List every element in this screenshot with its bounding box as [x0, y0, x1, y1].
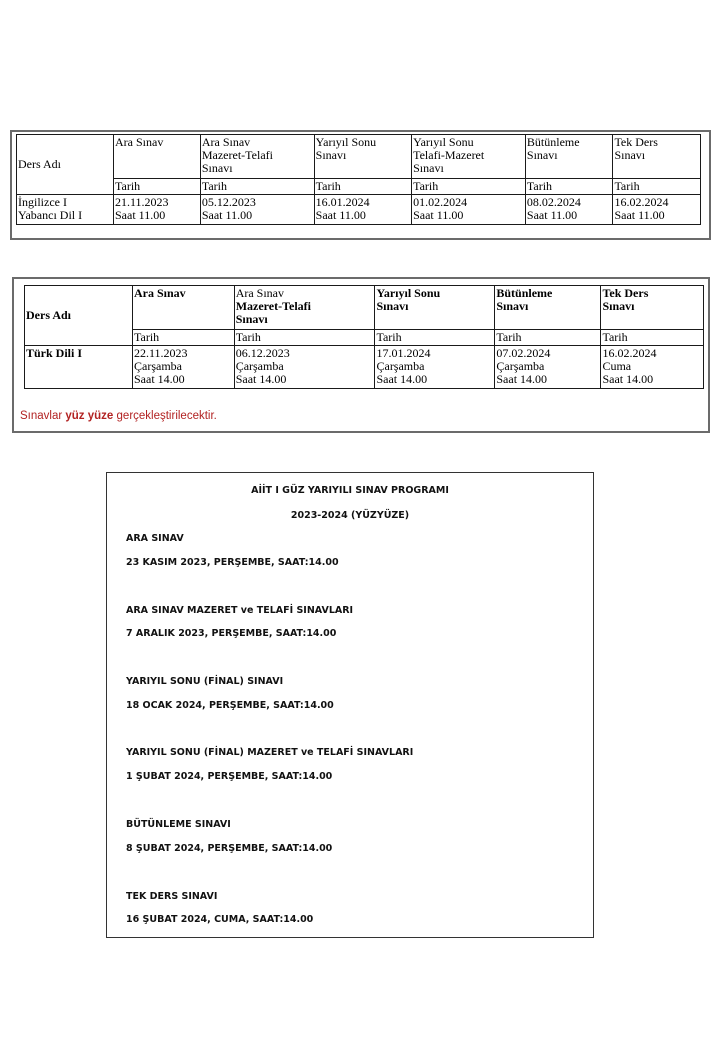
exam-day: Cuma [602, 359, 632, 373]
exam-date-cell [613, 195, 701, 225]
course-name-line: İngilizce I [18, 195, 67, 209]
exam-schedule-table-turkish [24, 285, 704, 389]
exam-date-cell [412, 195, 526, 225]
table-header-row [25, 286, 704, 330]
exam-day: Çarşamba [134, 359, 182, 373]
exam-date: 16.01.2024 [315, 195, 370, 209]
exam-date: 07.02.2024 [496, 346, 551, 360]
exam-header-resit [525, 135, 613, 179]
header-line: Sınavı [496, 299, 529, 313]
exam-date: 05.12.2023 [201, 195, 256, 209]
program-item-label: YARIYIL SONU (FİNAL) MAZERET ve TELAFİ SINAVLARI [126, 747, 414, 758]
header-line: Telafi-Mazeret [413, 148, 485, 162]
exam-time: Saat 11.00 [614, 208, 665, 222]
exam-date-cell [601, 346, 704, 389]
exam-date-cell [133, 346, 235, 389]
date-subheader: Tarih [525, 179, 613, 195]
table-row [25, 346, 704, 389]
date-subheader: Tarih [375, 330, 495, 346]
exam-schedule-panel-turkish [12, 277, 710, 433]
exam-date: 08.02.2024 [526, 195, 581, 209]
exam-schedule-panel-english [10, 130, 711, 240]
header-line: Sınavı [413, 161, 444, 175]
exam-time: Saat 14.00 [376, 372, 428, 386]
header-line: Yarıyıl Sonu [315, 135, 377, 149]
header-line: Yarıyıl Sonu [376, 286, 441, 300]
exam-date-cell [525, 195, 613, 225]
header-line: Ara Sınav [235, 286, 285, 300]
exam-day: Çarşamba [376, 359, 425, 373]
program-item-date: 7 ARALIK 2023, PERŞEMBE, SAAT:14.00 [126, 628, 337, 639]
program-item-label: ARA SINAV MAZERET ve TELAFİ SINAVLARI [126, 605, 354, 616]
exam-day: Çarşamba [496, 359, 545, 373]
program-item-date: 23 KASIM 2023, PERŞEMBE, SAAT:14.00 [126, 557, 339, 568]
exam-header-resit [495, 286, 601, 330]
date-subheader: Tarih [200, 179, 314, 195]
header-line: Bütünleme [526, 135, 580, 149]
note-text-after: gerçekleştirilecektir. [113, 410, 217, 422]
program-subtitle: 2023-2024 (YÜZYÜZE) [290, 510, 410, 521]
exam-program-panel [106, 472, 594, 938]
exam-date-cell [200, 195, 314, 225]
exam-time: Saat 11.00 [413, 208, 464, 222]
header-line: Bütünleme [496, 286, 553, 300]
exam-date-cell [314, 195, 411, 225]
header-line: Mazeret-Telafi [201, 148, 273, 162]
exam-schedule-table-english [16, 134, 701, 225]
program-item-label: BÜTÜNLEME SINAVI [126, 819, 231, 830]
date-subheader: Tarih [601, 330, 704, 346]
exam-header-midterm [114, 135, 201, 179]
exam-time: Saat 14.00 [602, 372, 654, 386]
date-subheader: Tarih [133, 330, 235, 346]
table-row [17, 195, 701, 225]
header-line: Sınavı [602, 299, 635, 313]
face-to-face-note [20, 410, 217, 422]
exam-date-cell [375, 346, 495, 389]
program-item-date: 18 OCAK 2024, PERŞEMBE, SAAT:14.00 [126, 700, 334, 711]
exam-header-final [375, 286, 495, 330]
exam-time: Saat 11.00 [115, 208, 166, 222]
header-line: Sınavı [235, 312, 268, 326]
header-line: Ara Sınav [134, 286, 186, 300]
date-subheader: Tarih [314, 179, 411, 195]
header-line: Sınavı [201, 161, 233, 175]
course-name-cell [17, 195, 114, 225]
exam-date-cell [114, 195, 201, 225]
exam-header-midterm-makeup [200, 135, 314, 179]
exam-date: 17.01.2024 [376, 346, 431, 360]
header-line: Sınavı [526, 148, 558, 162]
exam-time: Saat 14.00 [235, 372, 287, 386]
table-subheader-row [17, 179, 701, 195]
header-line: Ara Sınav [201, 135, 251, 149]
exam-date-cell [495, 346, 601, 389]
program-item-label: YARIYIL SONU (FİNAL) SINAVI [126, 676, 284, 687]
exam-date: 06.12.2023 [235, 346, 290, 360]
exam-header-midterm-makeup [234, 286, 375, 330]
exam-date-cell [234, 346, 375, 389]
exam-header-midterm [133, 286, 235, 330]
exam-date: 01.02.2024 [413, 195, 468, 209]
exam-day: Çarşamba [235, 359, 284, 373]
program-item-date: 1 ŞUBAT 2024, PERŞEMBE, SAAT:14.00 [126, 771, 333, 782]
date-subheader: Tarih [412, 179, 526, 195]
exam-header-single-course [613, 135, 701, 179]
course-name-header: Ders Adı [25, 286, 133, 346]
exam-time: Saat 14.00 [496, 372, 548, 386]
exam-header-final [314, 135, 411, 179]
exam-header-single-course [601, 286, 704, 330]
header-line: Mazeret-Telafi [235, 299, 311, 313]
exam-time: Saat 11.00 [526, 208, 578, 222]
exam-time: Saat 11.00 [201, 208, 253, 222]
exam-date: 16.02.2024 [602, 346, 657, 360]
course-name-line: Yabancı Dil I [18, 208, 83, 222]
program-title: AİİT I GÜZ YARIYILI SINAV PROGRAMI [251, 485, 449, 496]
exam-time: Saat 14.00 [134, 372, 185, 386]
program-item-date: 16 ŞUBAT 2024, CUMA, SAAT:14.00 [126, 914, 314, 925]
table-header-row [17, 135, 701, 179]
exam-date: 22.11.2023 [134, 346, 188, 360]
course-name-cell: Türk Dili I [25, 346, 133, 389]
exam-date: 21.11.2023 [115, 195, 169, 209]
course-name-header: Ders Adı [17, 135, 114, 195]
program-item-date: 8 ŞUBAT 2024, PERŞEMBE, SAAT:14.00 [126, 843, 333, 854]
exam-time: Saat 11.00 [315, 208, 366, 222]
note-text-before: Sınavlar [20, 410, 66, 422]
header-line: Tek Ders [602, 286, 649, 300]
exam-header-final-makeup [412, 135, 526, 179]
header-line: Tek Ders [614, 135, 658, 149]
date-subheader: Tarih [234, 330, 375, 346]
note-text-bold: yüz yüze [65, 410, 114, 422]
date-subheader: Tarih [114, 179, 201, 195]
header-line: Sınavı [315, 148, 347, 162]
program-item-label: TEK DERS SINAVI [126, 891, 218, 902]
exam-date: 16.02.2024 [614, 195, 669, 209]
date-subheader: Tarih [495, 330, 601, 346]
program-item-label: ARA SINAV [126, 533, 184, 544]
header-line: Ara Sınav [115, 135, 164, 149]
header-line: Yarıyıl Sonu [413, 135, 474, 149]
header-line: Sınavı [614, 148, 646, 162]
header-line: Sınavı [376, 299, 409, 313]
date-subheader: Tarih [613, 179, 701, 195]
